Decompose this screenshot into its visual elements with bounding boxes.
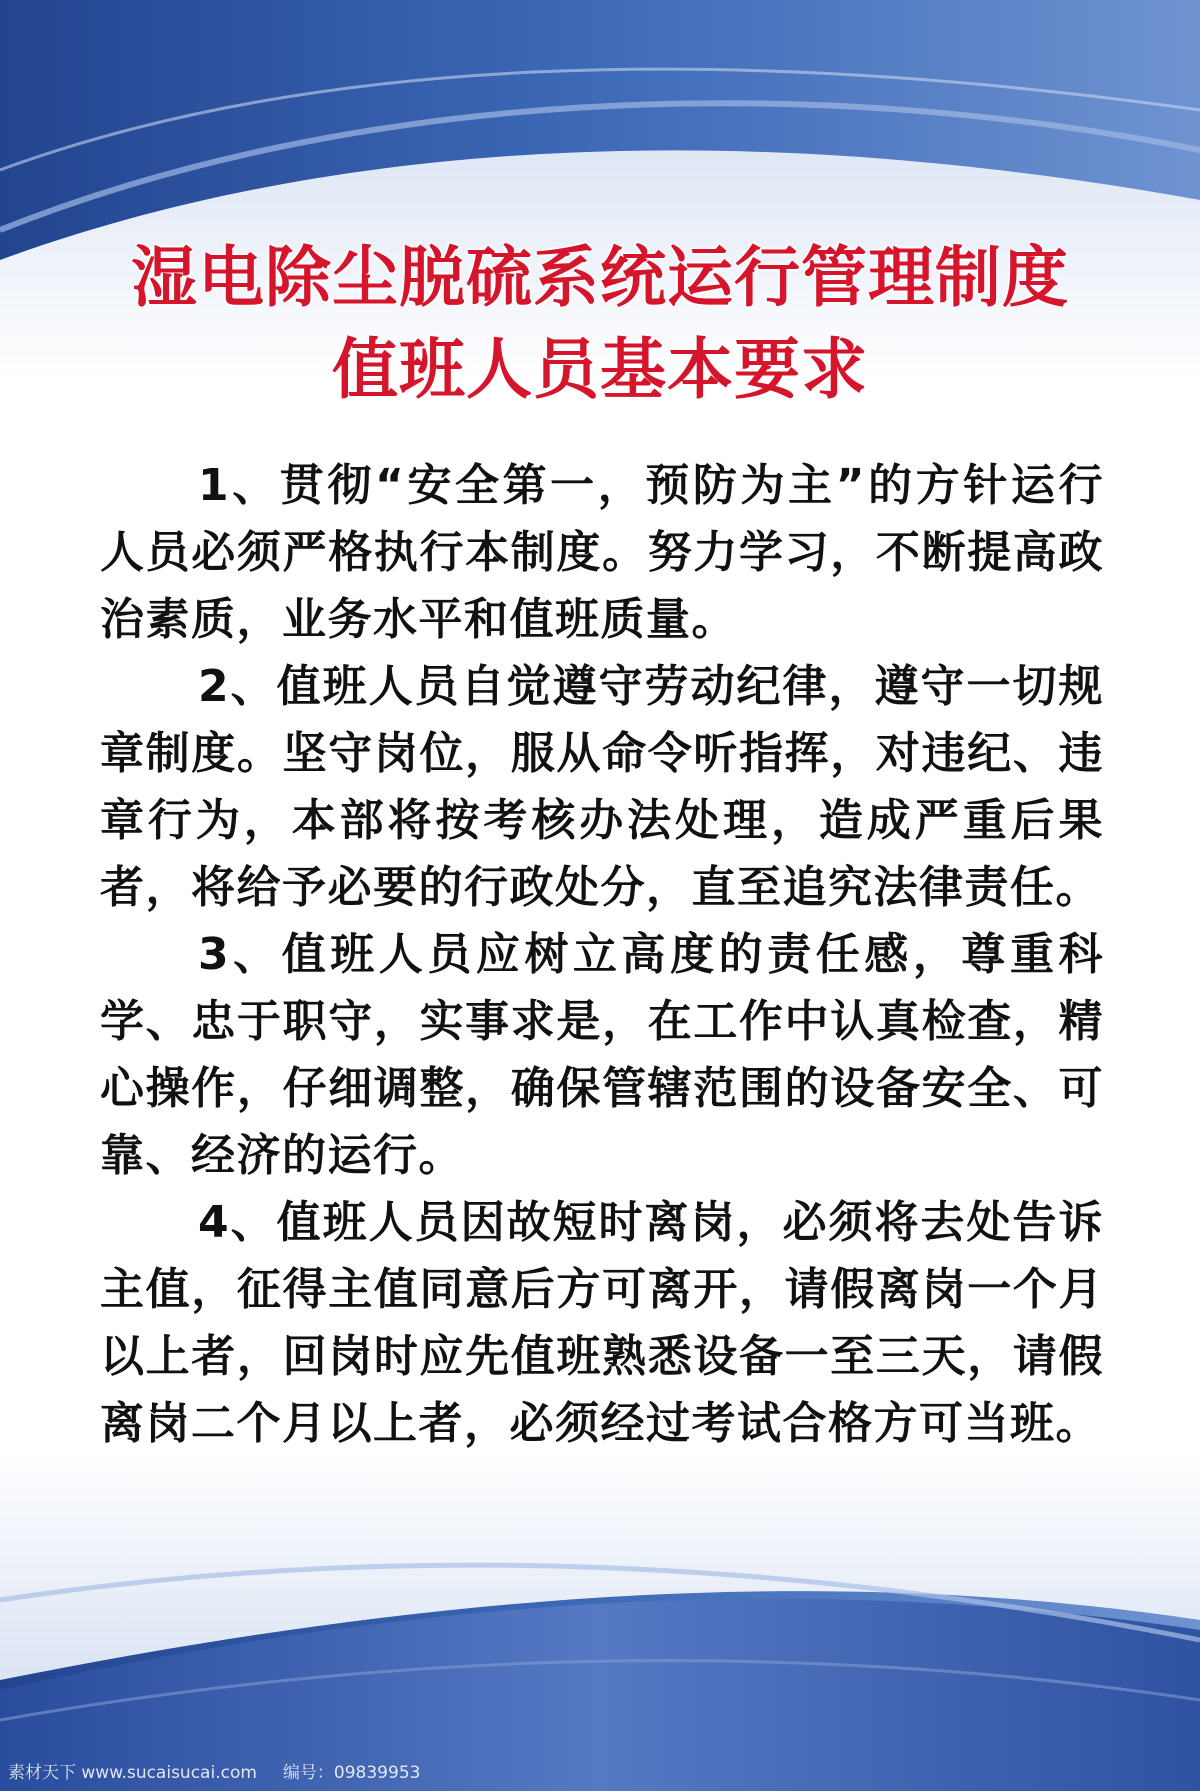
rule-paragraph-2: 2、值班人员自觉遵守劳动纪律，遵守一切规章制度。坚守岗位，服从命令听指挥，对违纪、违章行为，本部将按考核办法处理，造成严重后果者，将给予必要的行政处分，直至追究法律责任。 — [100, 661, 1104, 913]
rules-body — [100, 452, 1104, 1457]
main-title: 湿电除尘脱硫系统运行管理制度 — [131, 239, 1069, 316]
watermark-number: 编号：09839953 — [282, 1762, 421, 1783]
rule-paragraph-1: 1、贯彻“安全第一，预防为主”的方针运行人员必须严格执行本制度。努力学习，不断提高政治素质，业务水平和值班质量。 — [100, 460, 1104, 645]
rule-paragraph-3: 3、值班人员应树立高度的责任感，尊重科学、忠于职守，实事求是，在工作中认真检查，精心操作，仔细调整，确保管辖范围的设备安全、可靠、经济的运行。 — [100, 929, 1104, 1181]
watermark-footer — [0, 1755, 428, 1785]
rule-paragraph-4: 4、值班人员因故短时离岗，必须将去处告诉主值，征得主值同意后方可离开，请假离岗一个月以上者，回岗时应先值班熟悉设备一至三天，请假离岗二个月以上者，必须经过考试合格方可当班。 — [100, 1197, 1104, 1449]
title-block — [0, 232, 1200, 416]
watermark-site: 素材天下 www.sucaisucai.com — [8, 1762, 257, 1783]
sub-title: 值班人员基本要求 — [332, 331, 868, 408]
